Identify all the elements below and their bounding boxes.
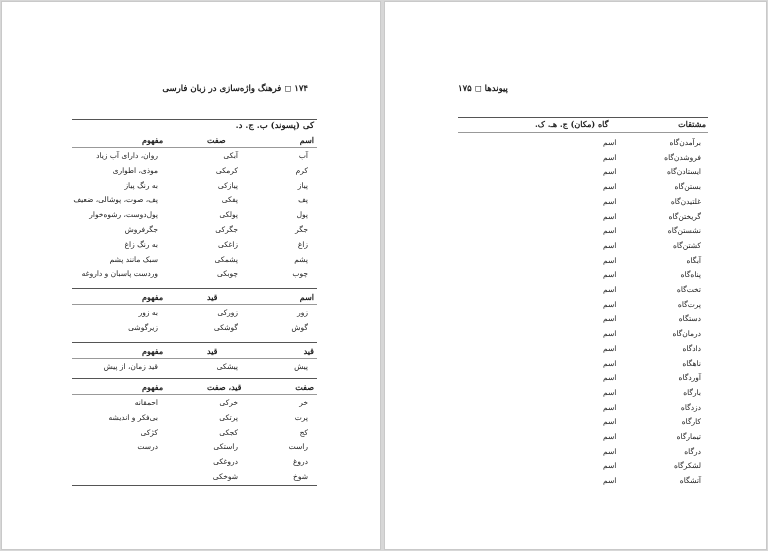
type-cell: اسم	[603, 226, 617, 236]
cell-noun: کج	[299, 427, 308, 437]
cell-derived: جگرکی	[215, 225, 238, 234]
derivative-cell: دستگاه	[678, 314, 701, 324]
type-cell: اسم	[603, 476, 617, 486]
cell-meaning: کژکی	[140, 427, 158, 437]
cell-meaning: به زور	[138, 308, 158, 317]
cell-meaning: زیرگوشی	[128, 322, 158, 332]
cell-derived: گوشکی	[213, 322, 238, 332]
cell-meaning: پف، صوت، پوشالی، ضعیف	[73, 195, 158, 205]
table-title: گاه (مکان) ج. هـ. ک.	[535, 119, 609, 129]
cell-derived: کجکی	[219, 427, 238, 437]
type-cell: اسم	[603, 299, 617, 309]
derivative-cell: غلتیدن‌گاه	[670, 196, 701, 206]
derivative-cell: آتشگاه	[679, 476, 701, 486]
cell-meaning: قید زمان، از پیش	[103, 362, 158, 371]
cell-meaning: احمقانه	[134, 398, 158, 407]
column-header-meaning: مفهوم	[142, 135, 164, 145]
cell-derived: کرمکی	[215, 165, 238, 175]
cell-noun: شوخ	[293, 472, 308, 481]
type-cell: اسم	[603, 387, 617, 397]
cell-noun: آب	[298, 151, 308, 160]
section-rule	[72, 378, 317, 379]
cell-noun: چوب	[292, 269, 308, 279]
cell-meaning: موذی، اطواری	[112, 165, 158, 175]
column-header-meaning: مفهوم	[142, 346, 164, 356]
right-page	[384, 1, 767, 550]
table-bottom-rule	[72, 485, 317, 486]
derivative-cell: تخت‌گاه	[676, 285, 701, 294]
section-rule	[72, 119, 317, 120]
header-rule	[72, 358, 317, 359]
cell-noun: جگر	[295, 225, 308, 234]
cell-noun: گوش	[291, 322, 308, 332]
cell-derived: پرتکی	[219, 412, 238, 422]
type-cell: اسم	[603, 373, 617, 383]
cell-meaning: بی‌فکر و اندیشه	[108, 412, 158, 422]
derivative-cell: ناهگاه	[682, 358, 701, 368]
cell-noun: زور	[297, 308, 308, 317]
header-rule	[72, 147, 317, 148]
cell-noun: پیش	[294, 362, 308, 371]
type-cell: اسم	[603, 255, 617, 265]
cell-noun: پرت	[294, 412, 308, 422]
derivative-cell: برآمدن‌گاه	[669, 138, 701, 147]
type-cell: اسم	[603, 417, 617, 427]
derivative-cell: کارگاه	[681, 417, 701, 427]
derivative-cell: دادگاه	[682, 343, 701, 353]
derivative-cell: دزدگاه	[680, 402, 701, 412]
derivative-cell: آبگاه	[686, 255, 701, 265]
cell-noun: دروغ	[292, 457, 308, 467]
derivative-cell: پرت‌گاه	[677, 299, 701, 309]
derivative-cell: لشکرگاه	[673, 461, 701, 471]
header-rule	[72, 304, 317, 305]
type-cell: اسم	[603, 343, 617, 353]
type-cell: اسم	[603, 138, 617, 147]
cell-meaning: پول‌دوست، رشوه‌خوار	[89, 210, 158, 220]
cell-derived: پیازکی	[217, 180, 238, 190]
cell-meaning: جگرفروش	[124, 225, 158, 234]
cell-derived: پیشکی	[216, 362, 238, 371]
derivative-cell: تیمارگاه	[676, 432, 701, 441]
cell-meaning: روان، دارای آب زیاد	[96, 151, 158, 160]
running-header: پیوندها ◻ ۱۷۵	[458, 84, 508, 94]
derivative-cell: پناه‌گاه	[680, 270, 701, 280]
header-rule	[72, 394, 317, 395]
type-cell: اسم	[603, 240, 617, 250]
derivative-cell: بارگاه	[683, 387, 701, 397]
column-header-noun: قید	[303, 346, 314, 356]
cell-meaning: وردست پاسبان و داروغه	[81, 269, 158, 279]
cell-noun: راست	[288, 442, 308, 452]
cell-noun: خر	[299, 398, 308, 407]
cell-derived: پفکی	[221, 195, 238, 205]
derivative-cell: فروشدن‌گاه	[664, 152, 701, 162]
type-cell: اسم	[603, 270, 617, 280]
cell-derived: دروغکی	[213, 457, 238, 467]
type-cell: اسم	[603, 446, 617, 456]
type-cell: اسم	[603, 432, 617, 441]
section-rule	[72, 288, 317, 289]
table-top-rule	[458, 117, 708, 118]
cell-derived: پشمکی	[214, 254, 238, 264]
type-cell: اسم	[603, 358, 617, 368]
column-header-derived: قید، صفت	[207, 382, 242, 392]
type-cell: اسم	[603, 314, 617, 324]
cell-derived: زاغکی	[217, 239, 238, 249]
running-header: ۱۷۴ ◻ فرهنگ واژه‌سازی در زبان فارسی	[162, 84, 308, 94]
cell-noun: پشم	[294, 254, 308, 264]
cell-noun: پف	[298, 195, 308, 205]
column-header-noun: اسم	[299, 292, 314, 302]
cell-derived: آبکی	[223, 151, 238, 160]
derivative-cell: ایستادن‌گاه	[666, 167, 701, 177]
cell-derived: چوبکی	[217, 269, 238, 279]
type-cell: اسم	[603, 152, 617, 162]
derivative-cell: درمان‌گاه	[672, 329, 701, 339]
cell-noun: زاغ	[297, 239, 308, 249]
derivative-cell: گریختن‌گاه	[668, 211, 701, 221]
column-header-derived: قید	[207, 346, 218, 356]
cell-noun: پیاز	[297, 180, 308, 190]
derivative-cell: کشتن‌گاه	[672, 240, 701, 250]
cell-derived: پولکی	[219, 210, 238, 220]
derivative-cell: آوردگاه	[678, 373, 701, 383]
column-header-noun: صفت	[295, 382, 314, 392]
cell-noun: کرم	[295, 165, 308, 175]
cell-meaning: به رنگ پیاز	[124, 180, 158, 190]
cell-derived: زورکی	[217, 308, 238, 317]
column-header-derived: صفت	[207, 135, 226, 145]
type-cell: اسم	[603, 402, 617, 412]
cell-derived: خرکی	[219, 398, 238, 407]
derivative-cell: درگاه	[684, 446, 701, 456]
type-cell: اسم	[603, 196, 617, 206]
cell-noun: پول	[296, 210, 308, 220]
type-cell: اسم	[603, 461, 617, 471]
cell-meaning: درست	[137, 442, 158, 452]
type-cell: اسم	[603, 167, 617, 177]
section-title: کی (پسوند) ب. ج. د.	[235, 121, 314, 131]
left-page	[1, 1, 381, 550]
type-cell: اسم	[603, 182, 617, 192]
section-rule	[72, 342, 317, 343]
cell-meaning: به رنگ زاغ	[124, 239, 158, 249]
derivative-cell: نشستن‌گاه	[667, 226, 701, 236]
column-header-noun: اسم	[299, 135, 314, 145]
derivative-cell: بستن‌گاه	[674, 182, 701, 192]
table-header-rule	[458, 132, 708, 133]
cell-derived: راستکی	[213, 442, 238, 452]
column-header-meaning: مفهوم	[142, 292, 164, 302]
type-cell: اسم	[603, 285, 617, 294]
type-cell: اسم	[603, 211, 617, 221]
cell-derived: شوخکی	[212, 472, 238, 481]
column-header-derived: قید	[207, 292, 218, 302]
column-header-derivatives: مشتقات	[678, 119, 706, 129]
column-header-meaning: مفهوم	[142, 382, 164, 392]
cell-meaning: سبک مانند پشم	[109, 254, 158, 264]
type-cell: اسم	[603, 329, 617, 339]
